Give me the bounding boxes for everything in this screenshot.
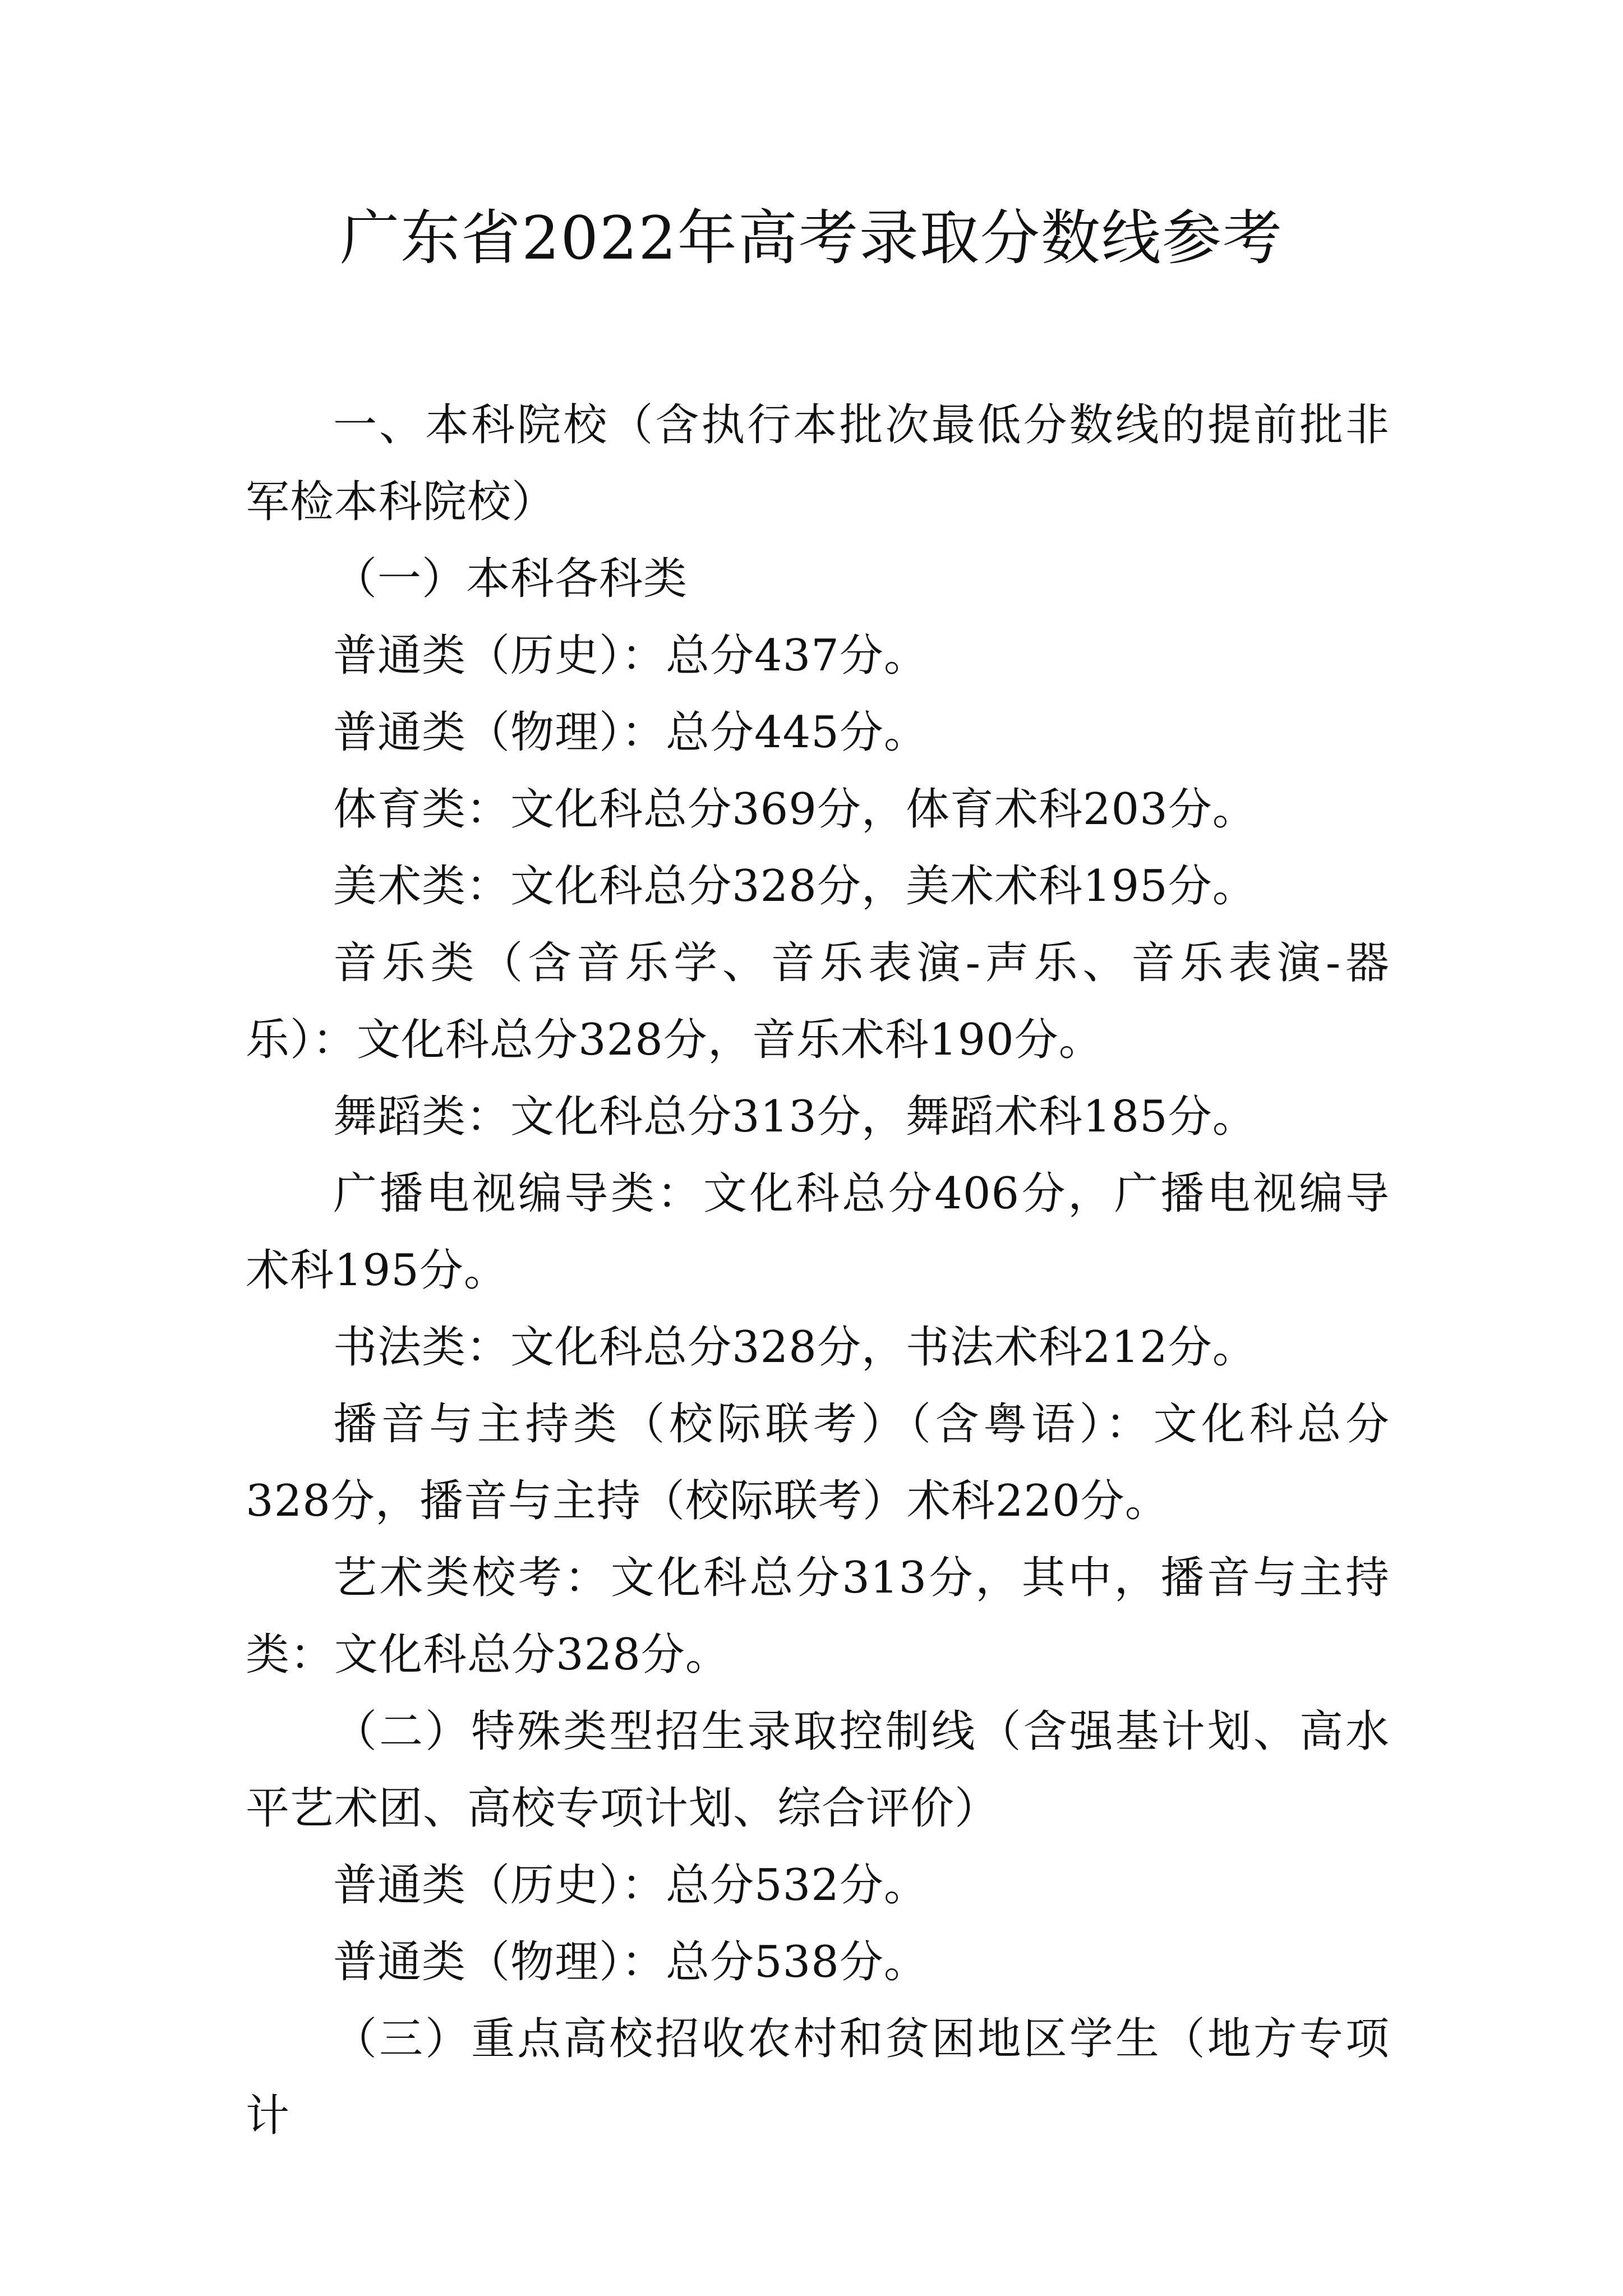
document-body bbox=[246, 387, 1390, 2155]
score-line: 播音与主持类（校际联考）（含粤语）：文化科总分328分，播音与主持（校际联考）术科220分。 bbox=[246, 1399, 1390, 1526]
score-line: 广播电视编导类：文化科总分406分，广播电视编导术科195分。 bbox=[246, 1168, 1390, 1296]
score-line: 舞蹈类：文化科总分313分，舞蹈术科185分。 bbox=[333, 1092, 1257, 1142]
score-line: 艺术类校考：文化科总分313分，其中，播音与主持类：文化科总分328分。 bbox=[246, 1553, 1390, 1680]
score-line: 美术类：文化科总分328分，美术术科195分。 bbox=[333, 861, 1257, 912]
document-title: 广东省2022年高考录取分数线参考 bbox=[340, 204, 1283, 273]
score-line: 音乐类（含音乐学、音乐表演-声乐、音乐表演-器乐）：文化科总分328分，音乐术科190分。 bbox=[246, 938, 1390, 1065]
subsection-heading: （三）重点高校招收农村和贫困地区学生（地方专项计 bbox=[246, 2014, 1390, 2141]
score-line: 体育类：文化科总分369分，体育术科203分。 bbox=[333, 784, 1257, 835]
subsection-heading: （一）本科各科类 bbox=[333, 554, 688, 604]
score-line: 书法类：文化科总分328分，书法术科212分。 bbox=[333, 1322, 1257, 1373]
score-line: 普通类（物理）：总分538分。 bbox=[333, 1937, 928, 1987]
score-line: 普通类（历史）：总分437分。 bbox=[333, 631, 928, 681]
subsection-heading: （二）特殊类型招生录取控制线（含强基计划、高水平艺术团、高校专项计划、综合评价） bbox=[246, 1706, 1390, 1834]
section-heading: 一、本科院校（含执行本批次最低分数线的提前批非军检本科院校） bbox=[246, 400, 1390, 527]
score-line: 普通类（物理）：总分445分。 bbox=[333, 707, 928, 758]
score-line: 普通类（历史）：总分532分。 bbox=[333, 1860, 928, 1911]
